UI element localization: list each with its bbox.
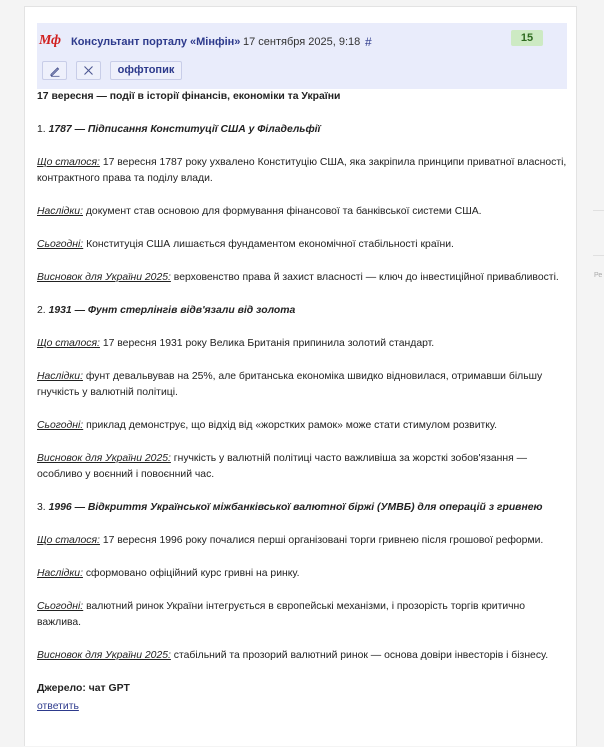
reply-link[interactable]: ответить: [37, 701, 79, 712]
event-consequences: Наслідки: сформовано офіційний курс гривні на ринку.: [37, 568, 300, 579]
event-consequences: Наслідки: фунт девальвував на 25%, але британська економіка швидко відновилася, отримавши більшу гнучкість у валютній політиці.: [37, 371, 543, 398]
article-title: 17 вересня — події в історії фінансів, економіки та України: [37, 91, 341, 102]
event-heading: 3. 1996 — Відкриття Української міжбанківської валютної біржі (УМВБ) для операцій з гривнею: [37, 502, 543, 513]
comment-card: [24, 6, 577, 746]
sidebar-divider: [593, 210, 604, 211]
event-conclusion: Висновок для України 2025: стабільний та прозорий валютний ринок — основа довіри інвесторів і бізнесу.: [37, 650, 549, 661]
event-today: Сьогодні: валютний ринок України інтегрується в європейські механізми, і прозорість торгів критично важлива.: [37, 601, 526, 628]
hide-button[interactable]: [76, 61, 101, 80]
offtopic-button[interactable]: оффтопик: [110, 61, 182, 80]
author-name[interactable]: Консультант порталу «Мінфін»: [71, 36, 241, 48]
comment-body: [37, 89, 572, 715]
source-note: Джерело: чат GPT: [37, 683, 130, 694]
event-what: Що сталося: 17 вересня 1931 року Велика Британія припинила золотий стандарт.: [37, 338, 435, 349]
event-conclusion: Висновок для України 2025: гнучкість у валютній політиці часто важливіша за жорсткі зобов'язання — особливо у воєнний і повоєнний час.: [37, 453, 528, 480]
permalink-link[interactable]: #: [365, 35, 372, 49]
minfin-logo: Мф: [39, 33, 61, 48]
event-conclusion: Висновок для України 2025: верховенство права й захист власності — ключ до інвестиційної привабливості.: [37, 272, 559, 283]
edit-button[interactable]: [42, 61, 67, 80]
event-heading: 2. 1931 — Фунт стерлінгів відв'язали від золота: [37, 305, 296, 316]
pencil-icon: [49, 65, 61, 77]
comment-date: 17 сентября 2025, 9:18: [243, 36, 361, 48]
rating-badge: 15: [511, 30, 543, 46]
sidebar-fragment: Ре: [594, 272, 603, 279]
event-consequences: Наслідки: документ став основою для формування фінансової та банківської системи США.: [37, 206, 482, 217]
close-icon: [83, 65, 94, 76]
sidebar-divider: [593, 255, 604, 256]
event-heading: 1. 1787 — Підписання Конституції США у Філадельфії: [37, 124, 321, 135]
event-today: Сьогодні: Конституція США лишається фундаментом економічної стабільності країни.: [37, 239, 454, 250]
event-what: Що сталося: 17 вересня 1996 року почалися перші організовані торги гривнею після грошової реформи.: [37, 535, 544, 546]
event-what: Що сталося: 17 вересня 1787 року ухвалено Конституцію США, яка закріпила принципи приватної власності, контрактного права та поділу влади.: [37, 157, 567, 184]
comment-header: [37, 23, 567, 89]
event-today: Сьогодні: приклад демонструє, що відхід від «жорстких рамок» може стати стимулом розвитку.: [37, 420, 497, 431]
